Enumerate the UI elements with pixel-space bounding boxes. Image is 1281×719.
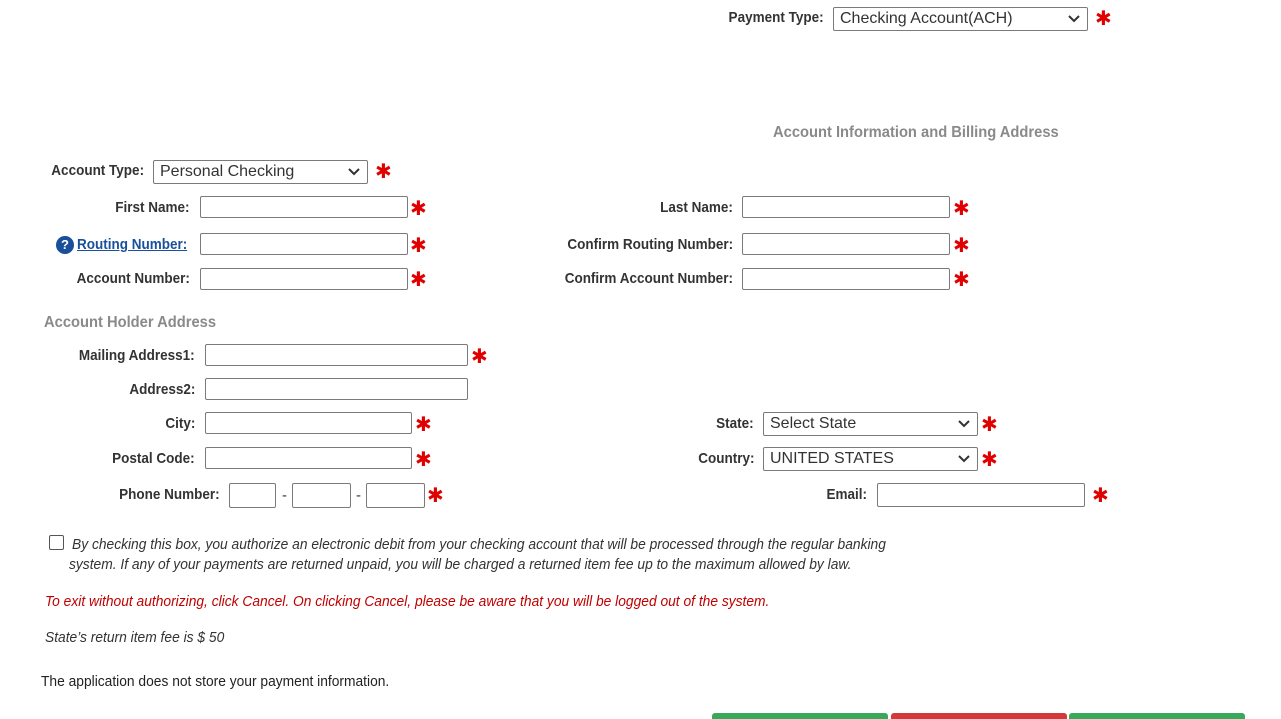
phone-number-label: Phone Number: [119, 486, 220, 503]
account-type-label: Account Type: [51, 162, 144, 179]
account-type-value: Personal Checking [160, 163, 295, 180]
required-icon: ✱ [410, 198, 427, 220]
required-icon: ✱ [981, 414, 998, 436]
authorize-text-line1: By checking this box, you authorize an electronic debit from your checking account that will be processed through the regular banking [72, 536, 886, 553]
chevron-down-icon [1067, 11, 1081, 25]
required-icon: ✱ [427, 485, 444, 507]
mailing-address1-input[interactable] [205, 344, 468, 366]
country-label: Country: [697, 450, 754, 467]
authorize-text-line2: system. If any of your payments are returned unpaid, you will be charged a returned item fee up to the maximum allowed by law. [69, 556, 852, 573]
required-icon: ✱ [953, 198, 970, 220]
first-name-label: First Name: [115, 199, 190, 216]
storage-notice: The application does not store your payment information. [41, 673, 390, 690]
confirm-routing-label: Confirm Routing Number: [567, 236, 733, 253]
postal-code-label: Postal Code: [112, 450, 195, 467]
help-icon[interactable]: ? [56, 236, 74, 254]
required-icon: ✱ [415, 414, 432, 436]
email-input[interactable] [877, 483, 1085, 507]
section-heading-address: Account Holder Address [44, 314, 217, 331]
country-select-value: UNITED STATES [770, 450, 894, 467]
routing-number-input[interactable] [200, 233, 408, 255]
confirm-account-label: Confirm Account Number: [564, 270, 733, 287]
required-icon: ✱ [375, 161, 392, 183]
chevron-down-icon [957, 416, 971, 430]
submit-button[interactable] [712, 713, 888, 719]
account-number-input[interactable] [200, 268, 408, 290]
mailing-address1-label: Mailing Address1: [79, 347, 195, 364]
required-icon: ✱ [410, 235, 427, 257]
required-icon: ✱ [471, 346, 488, 368]
account-type-select[interactable] [153, 160, 368, 184]
cancel-notice: To exit without authorizing, click Cancel. On clicking Cancel, please be aware that you will be logged out of the system. [45, 593, 770, 610]
address2-input[interactable] [205, 378, 468, 400]
required-icon: ✱ [953, 235, 970, 257]
required-icon: ✱ [1095, 8, 1112, 30]
payment-type-value: Checking Account(ACH) [840, 10, 1013, 27]
last-name-label: Last Name: [660, 199, 733, 216]
routing-number-link[interactable] [77, 236, 187, 253]
phone-separator: - [356, 487, 361, 504]
required-icon: ✱ [953, 269, 970, 291]
cancel-button[interactable] [891, 713, 1067, 719]
return-fee-notice: State’s return item fee is $ 50 [45, 629, 225, 646]
phone-area-input[interactable] [229, 483, 276, 508]
routing-number-label[interactable]: Routing Number: [77, 236, 188, 253]
confirm-routing-input[interactable] [742, 233, 950, 255]
phone-prefix-input[interactable] [292, 483, 351, 508]
chevron-down-icon [347, 164, 361, 178]
required-icon: ✱ [410, 269, 427, 291]
chevron-down-icon [957, 451, 971, 465]
city-label: City: [164, 415, 195, 432]
phone-separator: - [282, 487, 287, 504]
country-select[interactable] [763, 447, 978, 471]
state-select-value: Select State [770, 415, 857, 432]
city-input[interactable] [205, 412, 412, 434]
reset-button[interactable] [1069, 713, 1245, 719]
payment-type-label: Payment Type: [728, 9, 824, 26]
email-label: Email: [826, 486, 867, 503]
payment-type-select[interactable] [833, 7, 1088, 31]
required-icon: ✱ [981, 449, 998, 471]
required-icon: ✱ [1092, 485, 1109, 507]
phone-line-input[interactable] [366, 483, 425, 508]
required-icon: ✱ [415, 449, 432, 471]
section-heading-account-info: Account Information and Billing Address [773, 124, 1059, 141]
first-name-input[interactable] [200, 196, 408, 218]
account-number-label: Account Number: [76, 270, 190, 287]
confirm-account-input[interactable] [742, 268, 950, 290]
state-select[interactable] [763, 412, 978, 436]
authorize-checkbox[interactable] [49, 535, 64, 550]
postal-code-input[interactable] [205, 447, 412, 469]
last-name-input[interactable] [742, 196, 950, 218]
state-label: State: [716, 415, 754, 432]
address2-label: Address2: [128, 381, 195, 398]
